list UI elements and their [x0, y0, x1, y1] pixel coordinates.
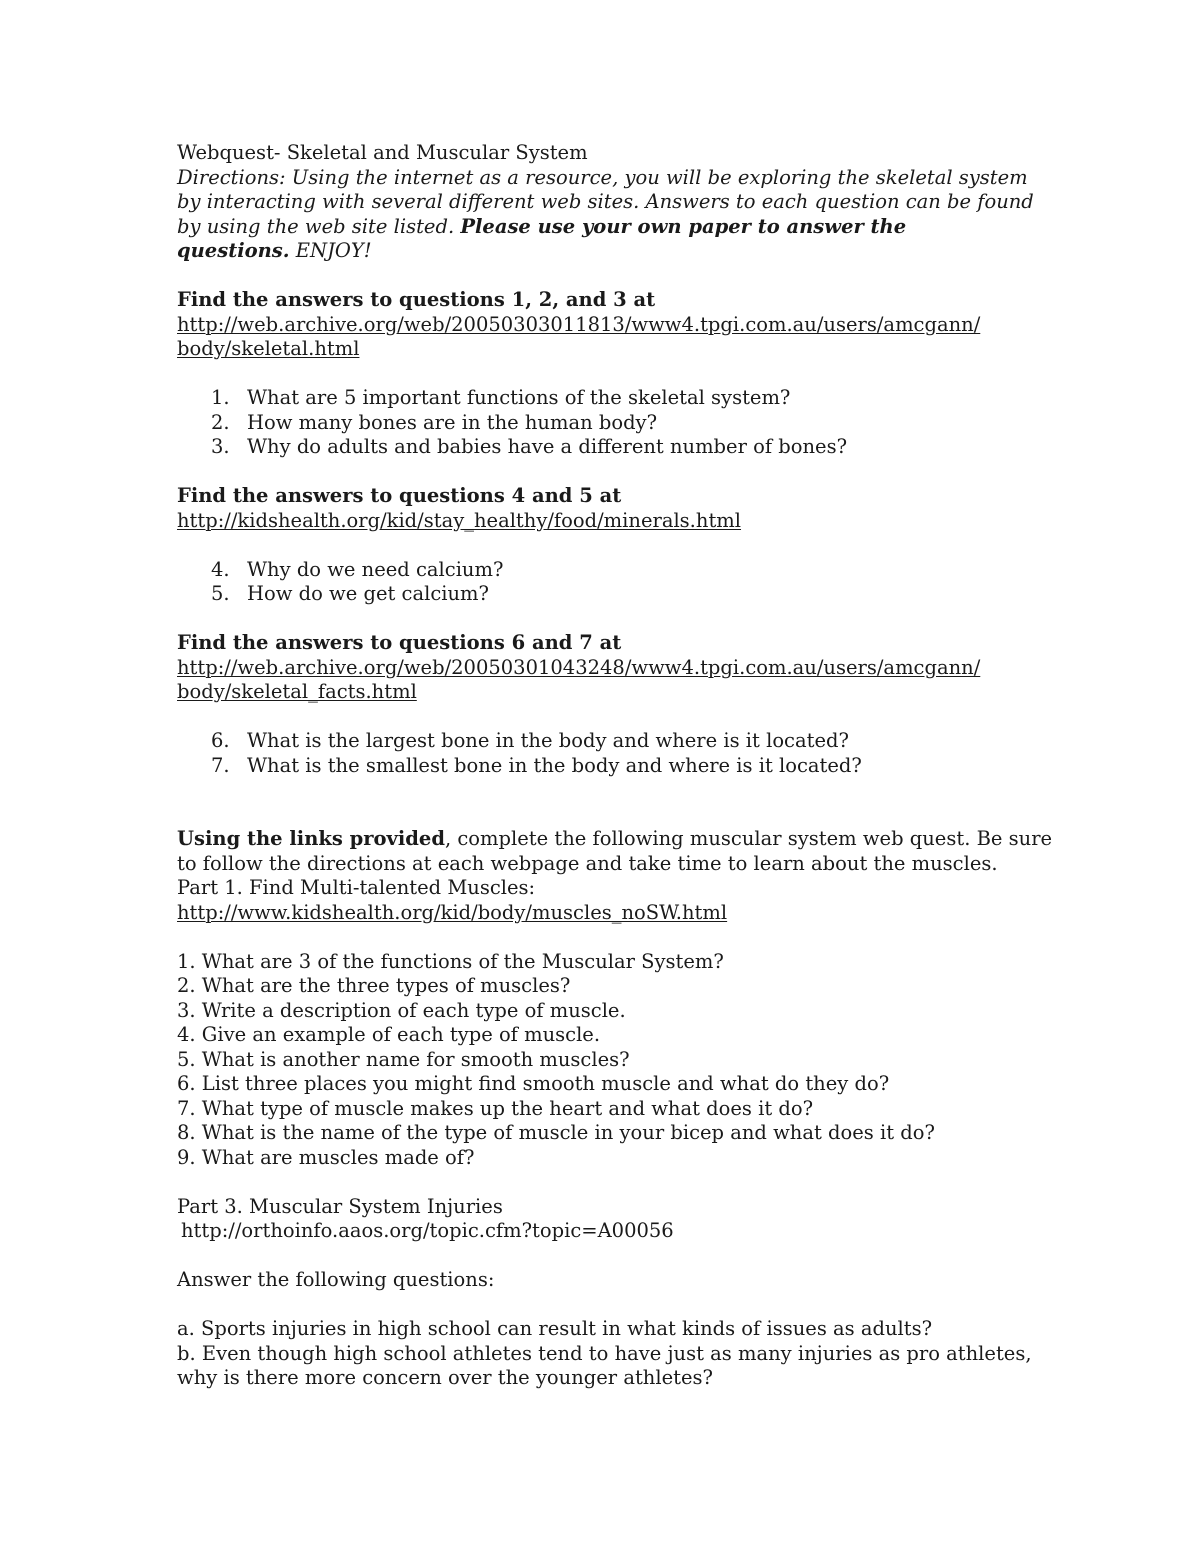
section-2-link[interactable]: http://kidshealth.org/kid/stay_healthy/food/minerals.html [177, 508, 742, 532]
list-item: 3. Why do adults and babies have a different number of bones? [211, 435, 848, 458]
answer-prompt: Answer the following questions: [177, 1268, 495, 1291]
list-item: 6. List three places you might find smooth muscle and what do they do? [177, 1072, 890, 1095]
directions-emphasis-end: questions. [177, 239, 290, 262]
muscular-intro-line-2: to follow the directions at each webpage and take time to learn about the muscles. [177, 851, 998, 875]
list-item: 3. Write a description of each type of muscle. [177, 998, 626, 1022]
list-item: 2. What are the three types of muscles? [177, 974, 571, 997]
directions-enjoy: ENJOY! [289, 239, 372, 262]
section-2-question-list [177, 558, 1037, 607]
directions-emphasis: Please use your own paper to answer the [460, 214, 907, 238]
question-a: a. Sports injuries in high school can result in what kinds of issues as adults? [177, 1317, 933, 1340]
directions-line-3: by using the web site listed. [177, 214, 461, 238]
section-3-link-line-2[interactable]: body/skeletal_facts.html [177, 680, 417, 703]
section-1-link-line-2[interactable]: body/skeletal.html [177, 337, 360, 360]
list-item: 4. Why do we need calcium? [211, 557, 504, 581]
list-item: 5. What is another name for smooth muscles? [177, 1047, 630, 1071]
section-3-link-line-1[interactable]: http://web.archive.org/web/20050301043248/www4.tpgi.com.au/users/amcgann/ [177, 655, 981, 679]
muscular-question-list [177, 950, 1037, 1171]
part-3-label: Part 3. Muscular System Injuries [177, 1194, 503, 1218]
document-title: Webquest- Skeletal and Muscular System [177, 141, 588, 164]
section-1-heading: Find the answers to questions 1, 2, and 3 at [177, 288, 656, 311]
list-item: 7. What is the smallest bone in the body and where is it located? [211, 753, 862, 777]
part-1-link[interactable]: http://www.kidshealth.org/kid/body/muscles_noSW.html [177, 900, 728, 924]
question-b-line-1: b. Even though high school athletes tend to have just as many injuries as pro athletes, [177, 1341, 1032, 1365]
list-item: 1. What are 5 important functions of the skeletal system? [211, 386, 791, 409]
section-3-question-list [177, 729, 1037, 778]
document-page [177, 141, 1053, 1391]
part-3-url[interactable]: http://orthoinfo.aaos.org/topic.cfm?topic=A00056 [181, 1219, 674, 1242]
part-1-label: Part 1. Find Multi-talented Muscles: [177, 876, 536, 899]
section-2-heading: Find the answers to questions 4 and 5 at [177, 484, 622, 507]
list-item: 2. How many bones are in the human body? [211, 410, 658, 434]
list-item: 1. What are 3 of the functions of the Muscular System? [177, 949, 724, 973]
list-item: 6. What is the largest bone in the body and where is it located? [211, 729, 849, 752]
list-item: 8. What is the name of the type of muscle in your bicep and what does it do? [177, 1121, 935, 1144]
muscular-intro-emphasis: Using the links provided [177, 827, 445, 850]
section-1-question-list [177, 386, 1037, 460]
list-item: 4. Give an example of each type of muscle. [177, 1023, 601, 1046]
directions-line-1: Directions: Using the internet as a resource, you will be exploring the skeletal system [177, 165, 1028, 189]
section-3-heading: Find the answers to questions 6 and 7 at [177, 631, 622, 654]
list-item: 5. How do we get calcium? [211, 582, 489, 605]
list-item: 9. What are muscles made of? [177, 1145, 475, 1169]
directions-block [177, 166, 1037, 264]
directions-line-2: by interacting with several different web sites. Answers to each question can be found [177, 190, 1034, 213]
muscular-intro-text: , complete the following muscular system web quest. Be sure [444, 827, 1053, 850]
list-item: 7. What type of muscle makes up the heart and what does it do? [177, 1096, 814, 1120]
question-b-line-2: why is there more concern over the younger athletes? [177, 1366, 713, 1389]
section-1-link-line-1[interactable]: http://web.archive.org/web/20050303011813/www4.tpgi.com.au/users/amcgann/ [177, 312, 981, 336]
